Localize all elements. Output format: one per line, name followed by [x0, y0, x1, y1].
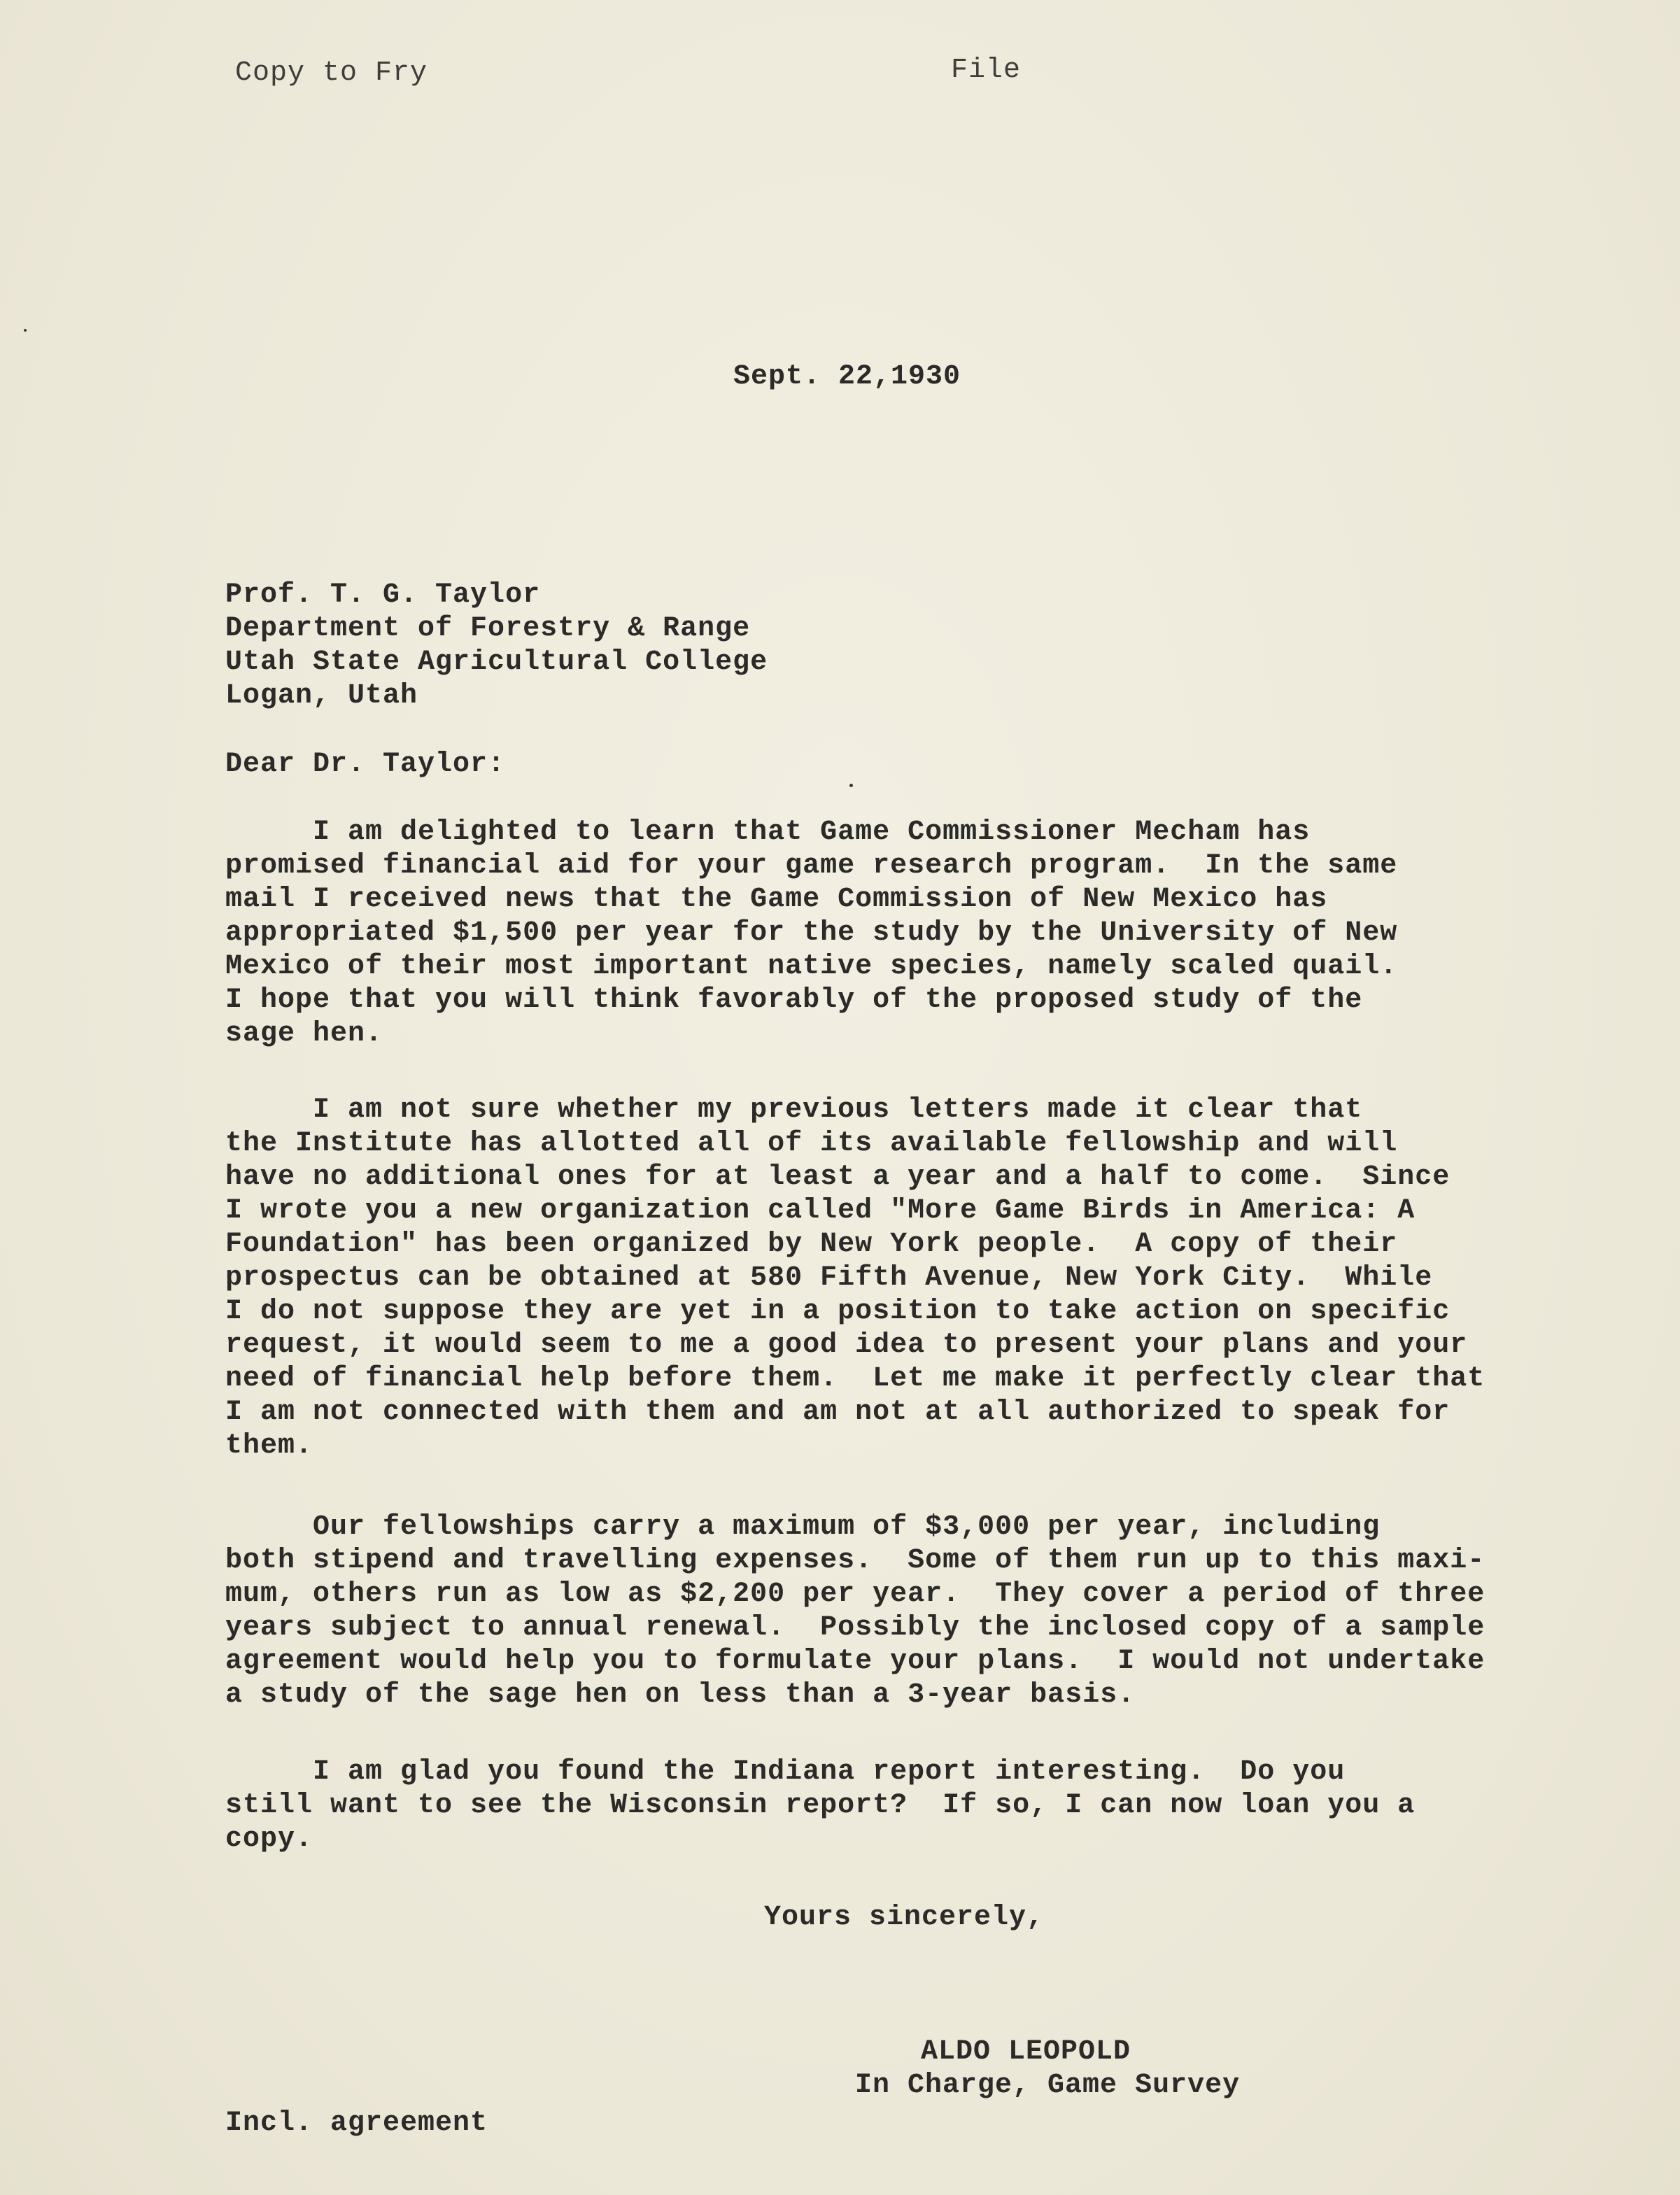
recipient-line: Logan, Utah: [225, 680, 418, 712]
recipient-line: Utah State Agricultural College: [225, 647, 768, 678]
body-line: promised financial aid for your game research program. In the same: [225, 850, 1398, 882]
body-line: still want to see the Wisconsin report? If so, I can now loan you a: [225, 1790, 1416, 1821]
body-line: a study of the sage hen on less than a 3-year basis.: [225, 1679, 1136, 1711]
body-line: both stipend and travelling expenses. Some of them run up to this maxi-: [225, 1545, 1485, 1576]
paper-speck: [849, 784, 853, 787]
body-line: copy.: [225, 1823, 313, 1855]
body-line: I am not connected with them and am not at all authorized to speak for: [225, 1397, 1450, 1428]
body-line: sage hen.: [225, 1018, 383, 1050]
body-line: prospectus can be obtained at 580 Fifth Avenue, New York City. While: [225, 1262, 1433, 1294]
file-note: File: [951, 55, 1022, 86]
body-line: mail I received news that the Game Commission of New Mexico has: [225, 884, 1328, 915]
salutation: Dear Dr. Taylor:: [225, 749, 506, 780]
body-line: mum, others run as low as $2,200 per year. They cover a period of three: [225, 1579, 1485, 1610]
signature-name: ALDO LEOPOLD: [921, 2036, 1131, 2068]
body-line: I am not sure whether my previous letters made it clear that: [225, 1094, 1363, 1126]
body-line: agreement would help you to formulate your plans. I would not undertake: [225, 1646, 1485, 1677]
letter-date: Sept. 22,1930: [733, 361, 961, 393]
body-line: request, it would seem to me a good idea to present your plans and your: [225, 1329, 1468, 1361]
body-line: Foundation" has been organized by New York people. A copy of their: [225, 1229, 1398, 1260]
body-line: them.: [225, 1430, 313, 1462]
body-line: years subject to annual renewal. Possibly the inclosed copy of a sample: [225, 1612, 1485, 1644]
closing: Yours sincerely,: [764, 1902, 1045, 1933]
enclosure-note: Incl. agreement: [225, 2108, 488, 2139]
recipient-line: Department of Forestry & Range: [225, 613, 751, 644]
body-line: I do not suppose they are yet in a position to take action on specific: [225, 1296, 1450, 1327]
paper-speck: [24, 329, 27, 332]
body-line: appropriated $1,500 per year for the study by the University of New: [225, 917, 1398, 949]
copy-note: Copy to Fry: [235, 57, 428, 89]
recipient-line: Prof. T. G. Taylor: [225, 579, 541, 611]
body-line: Our fellowships carry a maximum of $3,000 per year, including: [225, 1511, 1381, 1543]
body-line: I am glad you found the Indiana report interesting. Do you: [225, 1756, 1346, 1788]
signature-title: In Charge, Game Survey: [855, 2070, 1241, 2101]
body-line: the Institute has allotted all of its available fellowship and will: [225, 1128, 1398, 1159]
body-line: have no additional ones for at least a year and a half to come. Since: [225, 1162, 1450, 1193]
body-line: I am delighted to learn that Game Commissioner Mecham has: [225, 817, 1311, 848]
body-line: I wrote you a new organization called "More Game Birds in America: A: [225, 1195, 1416, 1227]
body-line: I hope that you will think favorably of the proposed study of the: [225, 984, 1363, 1016]
body-line: Mexico of their most important native species, namely scaled quail.: [225, 951, 1398, 982]
body-line: need of financial help before them. Let me make it perfectly clear that: [225, 1363, 1485, 1395]
